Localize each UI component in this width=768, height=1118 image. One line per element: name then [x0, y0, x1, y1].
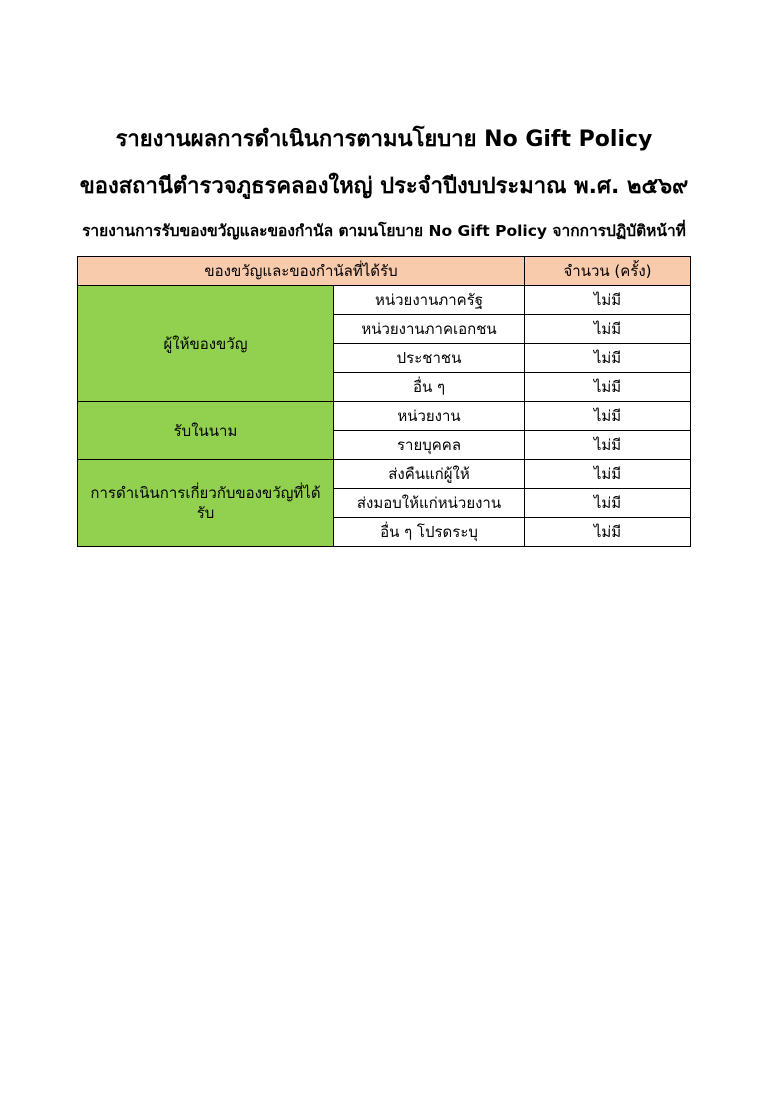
row-item: หน่วยงานภาครัฐ [334, 286, 525, 315]
row-item: อื่น ๆ โปรดระบุ [334, 518, 525, 547]
row-count: ไม่มี [525, 286, 691, 315]
row-count: ไม่มี [525, 373, 691, 402]
report-subtitle: รายงานการรับของขวัญและของกำนัล ตามนโยบาย No Gift Policy จากการปฏิบัติหน้าที่ [82, 222, 686, 240]
report-title-line2: ของสถานีตำรวจภูธรคลองใหญ่ ประจำปีงบประมาณ พ.ศ. ๒๕๖๙ [79, 174, 689, 199]
row-count: ไม่มี [525, 518, 691, 547]
row-item: รายบุคคล [334, 431, 525, 460]
column-header-count: จำนวน (ครั้ง) [525, 257, 691, 286]
group-label-handling: การดำเนินการเกี่ยวกับของขวัญที่ได้รับ [78, 460, 334, 547]
column-header-gifts: ของขวัญและของกำนัลที่ได้รับ [78, 257, 525, 286]
table-header-row [78, 257, 691, 286]
row-count: ไม่มี [525, 460, 691, 489]
row-item: ประชาชน [334, 344, 525, 373]
row-item: ส่งคืนแก่ผู้ให้ [334, 460, 525, 489]
gift-report-table [77, 256, 691, 547]
group-label-received-as: รับในนาม [78, 402, 334, 460]
table-row [78, 402, 691, 431]
row-count: ไม่มี [525, 431, 691, 460]
row-item: ส่งมอบให้แก่หน่วยงาน [334, 489, 525, 518]
row-count: ไม่มี [525, 402, 691, 431]
row-count: ไม่มี [525, 315, 691, 344]
row-item: หน่วยงานภาคเอกชน [334, 315, 525, 344]
row-count: ไม่มี [525, 344, 691, 373]
row-item: อื่น ๆ [334, 373, 525, 402]
table-row [78, 460, 691, 489]
report-title-line1: รายงานผลการดำเนินการตามนโยบาย No Gift Policy [115, 127, 653, 152]
row-item: หน่วยงาน [334, 402, 525, 431]
group-label-giver: ผู้ให้ของขวัญ [78, 286, 334, 402]
row-count: ไม่มี [525, 489, 691, 518]
table-row [78, 286, 691, 315]
